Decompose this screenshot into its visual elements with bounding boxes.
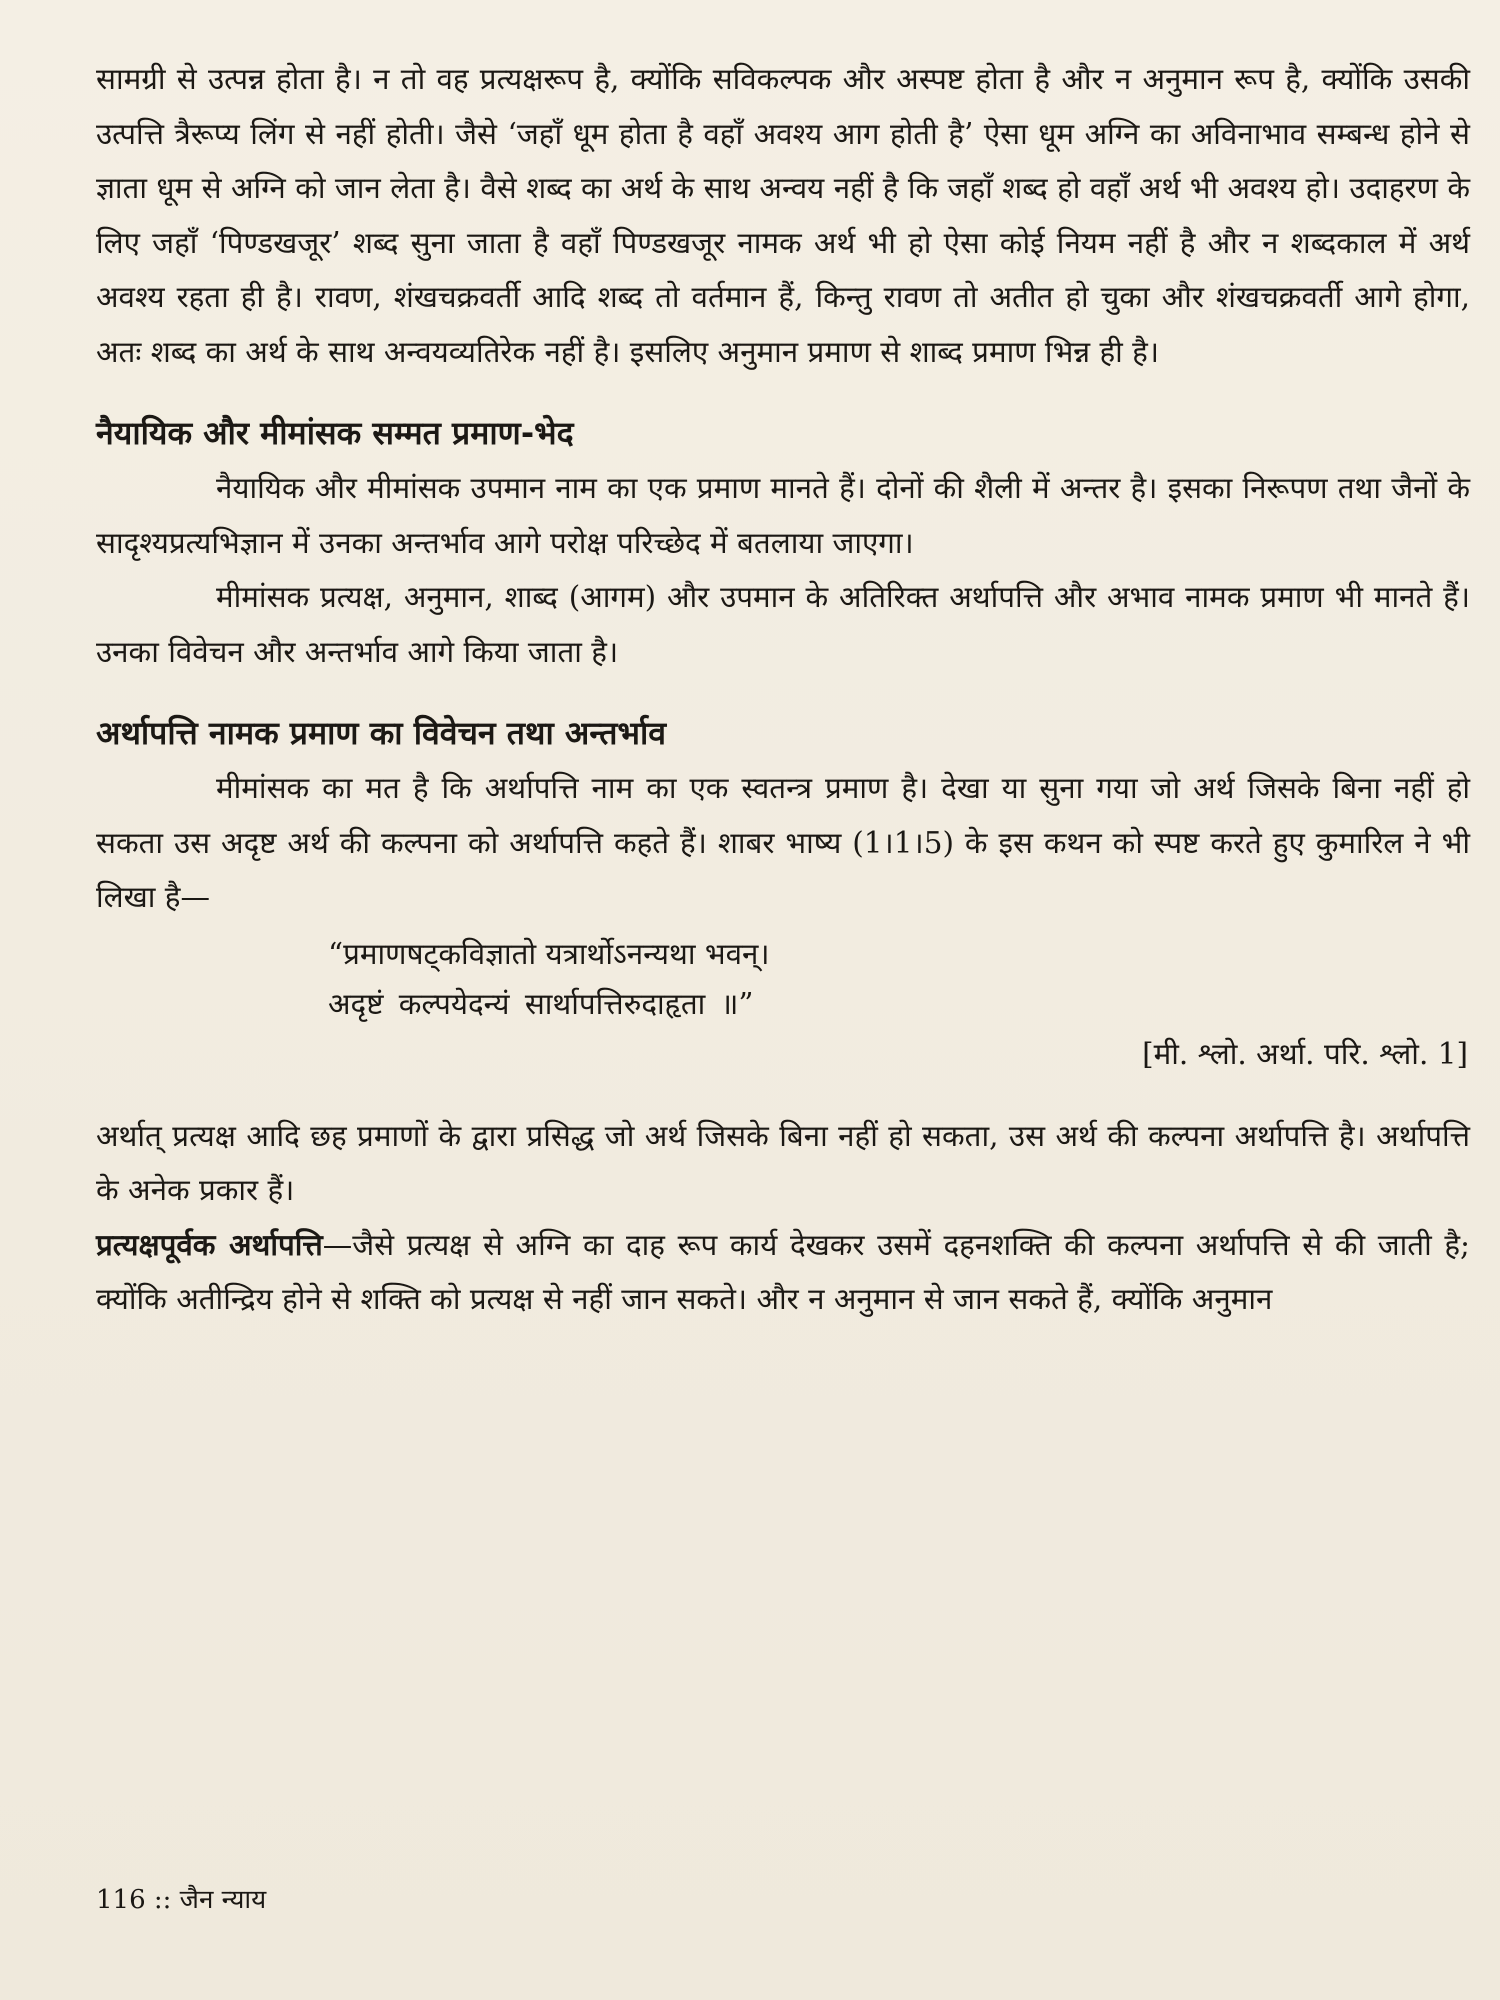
paragraph-intro: सामग्री से उत्पन्न होता है। न तो वह प्रत्यक्षरूप है, क्योंकि सविकल्पक और अस्पष्ट होता है और न अनुमान रूप है, क्योंकि उसकी उत्पत्ति त्रैरूप्य लिंग से नहीं होती। जैसे ‘जहाँ धूम होता है वहाँ अवश्य आग होती है’ ऐसा धूम अग्नि का अविनाभाव सम्बन्ध होने से ज्ञाता धूम से अग्नि को जान लेता है। वैसे शब्द का अर्थ के साथ अन्वय नहीं है कि जहाँ शब्द हो वहाँ अर्थ भी अवश्य हो। उदाहरण के लिए जहाँ ‘पिण्डखजूर’ शब्द सुना जाता है वहाँ पिण्डखजूर नामक अर्थ भी हो ऐसा कोई नियम नहीं है और न शब्दकाल में अर्थ अवश्य रहता ही है। रावण, शंखचक्रवर्ती आदि शब्द तो वर्तमान हैं, किन्तु रावण तो अतीत हो चुका और शंखचक्रवर्ती आगे होगा, अतः शब्द का अर्थ के साथ अन्वयव्यतिरेक नहीं है। इसलिए अनुमान प्रमाण से शाब्द प्रमाण भिन्न ही है।: [96, 62, 1470, 369]
paragraph-pratyaksha-purvaka: [96, 1218, 1470, 1327]
paragraph-arthapatti-explanation: अर्थात् प्रत्यक्ष आदि छह प्रमाणों के द्वारा प्रसिद्ध जो अर्थ जिसके बिना नहीं हो सकता, उस अर्थ की कल्पना अर्थापत्ति है। अर्थापत्ति के अनेक प्रकार हैं।: [96, 1118, 1470, 1207]
paragraph-arthapatti-definition: मीमांसक का मत है कि अर्थापत्ति नाम का एक स्वतन्त्र प्रमाण है। देखा या सुना गया जो अर्थ जिसके बिना नहीं हो सकता उस अदृष्ट अर्थ की कल्पना को अर्थापत्ति कहते हैं। शाबर भाष्य (1।1।5) के इस कथन को स्पष्ट करते हुए कुमारिल ने भी लिखा है—: [96, 771, 1470, 914]
verse-line-1: “प्रमाणषट्कविज्ञातो यत्रार्थोऽनन्यथा भवन्।: [328, 936, 770, 971]
section-heading-pramana-bheda: नैयायिक और मीमांसक सम्मत प्रमाण-भेद: [96, 414, 574, 452]
section-heading-arthapatti: अर्थापत्ति नामक प्रमाण का विवेचन तथा अन्तर्भाव: [96, 714, 667, 752]
verse-line-2: अदृष्टं कल्पयेदन्यं सार्थापत्तिरुदाहृता ॥”: [328, 986, 754, 1021]
paragraph-mimamsaka: मीमांसक प्रत्यक्ष, अनुमान, शाब्द (आगम) और उपमान के अतिरिक्त अर्थापत्ति और अभाव नामक प्रमाण भी मानते हैं। उनका विवेचन और अन्तर्भाव आगे किया जाता है।: [96, 580, 1470, 669]
paragraph-pratyaksha-purvaka-text: —जैसे प्रत्यक्ष से अग्नि का दाह रूप कार्य देखकर उसमें दहनशक्ति की कल्पना अर्थापत्ति से की जाती है; क्योंकि अतीन्द्रिय होने से शक्ति को प्रत्यक्ष से नहीं जान सकते। और न अनुमान से जान सकते हैं, क्योंकि अनुमान: [96, 1227, 1470, 1316]
term-pratyaksha-purvaka-arthapatti: प्रत्यक्षपूर्वक अर्थापत्ति: [96, 1227, 323, 1262]
verse-quote: [96, 929, 1470, 1029]
paragraph-upamana: नैयायिक और मीमांसक उपमान नाम का एक प्रमाण मानते हैं। दोनों की शैली में अन्तर है। इसका निरूपण तथा जैनों के सादृश्यप्रत्यभिज्ञान में उनका अन्तर्भाव आगे परोक्ष परिच्छेद में बतलाया जाएगा।: [96, 471, 1470, 560]
verse-citation: [मी. श्लो. अर्था. परि. श्लो. 1]: [1142, 1036, 1468, 1071]
page-footer: 116 :: जैन न्याय: [96, 1885, 267, 1915]
